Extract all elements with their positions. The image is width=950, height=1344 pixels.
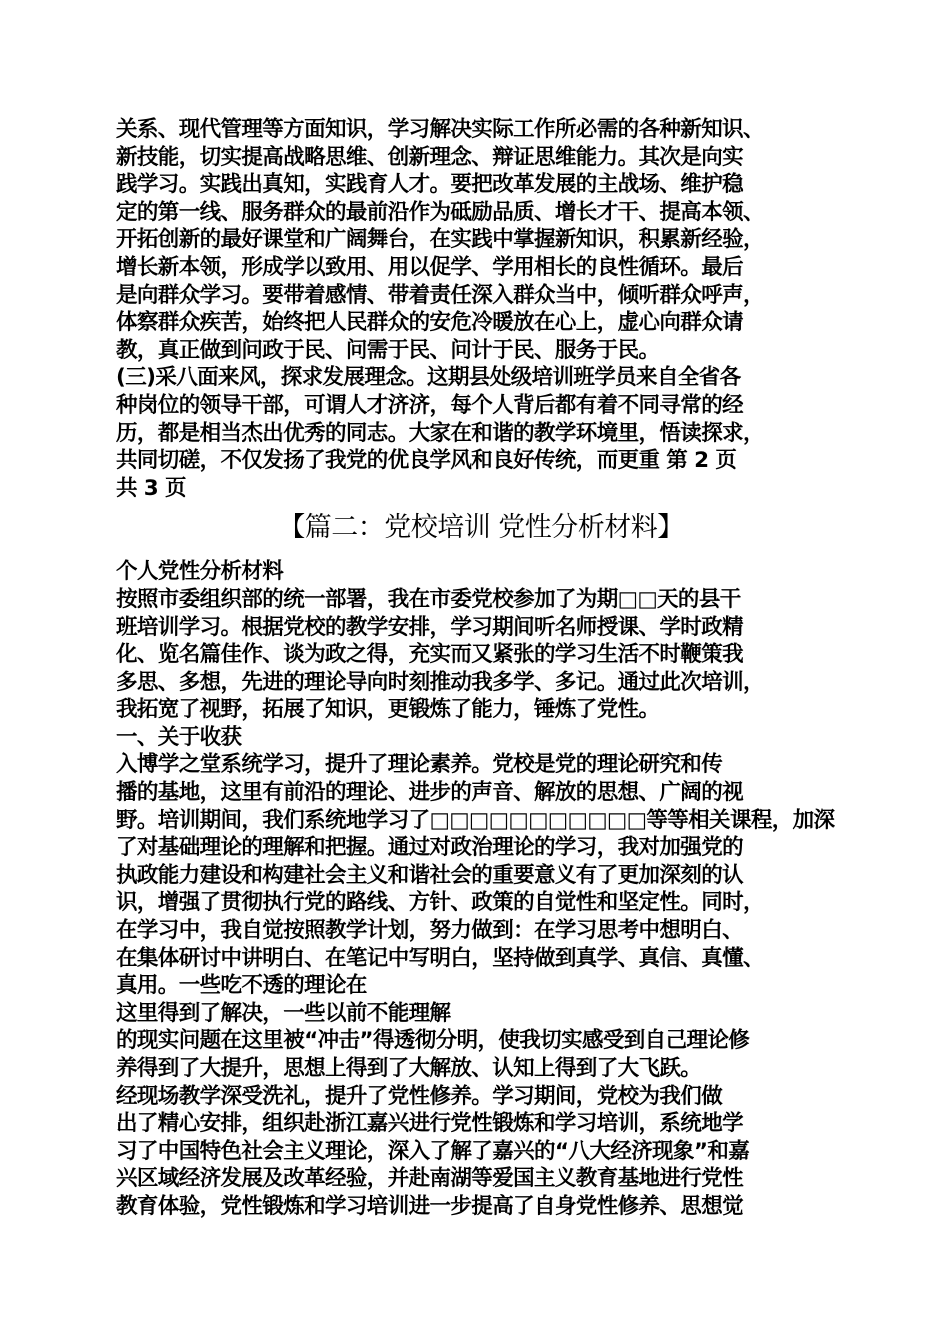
text-line: 在集体研讨中讲明白、在笔记中写明白，坚持做到真学、真信、真懂、 (116, 945, 764, 971)
text-line: 多思、多想，先进的理论导向时刻推动我多学、多记。通过此次培训， (116, 669, 764, 695)
text-line: 我拓宽了视野，拓展了知识，更锻炼了能力，锤炼了党性。 (116, 697, 660, 723)
paragraph-theory-study (116, 751, 846, 1082)
paragraph-field-teaching (116, 1083, 846, 1221)
text-line: 经现场教学深受洗礼，提升了党性修养。学习期间，党校为我们做 (116, 1083, 723, 1109)
text-line: 野。培训期间，我们系统地学习了□□□□□□□□□□□等等相关课程，加深 (116, 807, 835, 833)
text-line: 增长新本领，形成学以致用、用以促学、学用相长的良性循环。最后 (116, 254, 744, 280)
text-line: 了对基础理论的理解和把握。通过对政治理论的学习，我对加强党的 (116, 835, 744, 861)
text-line: 定的第一线、服务群众的最前沿作为砥励品质、增长才干、提高本领、 (116, 199, 764, 225)
subheading: 个人党性分析材料 (116, 559, 284, 585)
text-line: 在学习中，我自觉按照教学计划，努力做到：在学习思考中想明白、 (116, 918, 744, 944)
paragraph-development-ideas (116, 364, 846, 502)
text-line: 班培训学习。根据党校的教学安排，学习期间听名师授课、学时政精 (116, 614, 744, 640)
text-line: 入博学之堂系统学习，提升了理论素养。党校是党的理论研究和传 (116, 752, 723, 778)
text-line: 按照市委组织部的统一部署，我在市委党校参加了为期□□天的县干 (116, 586, 741, 612)
text-line: 真用。一些吃不透的理论在 (116, 973, 367, 999)
text-line: 种岗位的领导干部，可谓人才济济，每个人背后都有着不同寻常的经 (116, 392, 744, 418)
paragraph-learning-methods (116, 116, 846, 364)
text-line: 共同切磋，不仅发扬了我党的优良学风和良好传统，而更重 第 2 页 (116, 448, 737, 474)
subheading: 一、关于收获 (116, 724, 242, 750)
text-line: 历，都是相当杰出优秀的同志。大家在和谐的教学环境里，悟读探求， (116, 420, 764, 446)
text-line: 出了精心安排，组织赴浙江嘉兴进行党性锻炼和学习培训，系统地学 (116, 1111, 744, 1137)
text-line: 教，真正做到问政于民、问需于民、问计于民、服务于民。 (116, 337, 660, 363)
text-line: 教育体验，党性锻炼和学习培训进一步提高了自身党性修养、思想觉 (116, 1193, 744, 1219)
text-line: 关系、现代管理等方面知识，学习解决实际工作所必需的各种新知识、 (116, 117, 764, 142)
text-line: 体察群众疾苦，始终把人民群众的安危冷暖放在心上，虚心向群众请 (116, 310, 744, 336)
text-line: 是向群众学习。要带着感情、带着责任深入群众当中，倾听群众呼声， (116, 282, 764, 308)
text-line: 践学习。实践出真知，实践育人才。要把改革发展的主战场、维护稳 (116, 172, 744, 198)
text-line: 播的基地，这里有前沿的理论、进步的声音、解放的思想、广阔的视 (116, 780, 744, 806)
text-line: 的现实问题在这里被“冲击”得透彻分明，使我切实感受到自己理论修 (116, 1028, 750, 1054)
document-body (116, 116, 846, 1221)
text-line: 新技能，切实提高战略思维、创新理念、辩证思维能力。其次是向实 (116, 144, 744, 170)
page-number-line: 共 3 页 (116, 475, 186, 501)
text-line: (三)采八面来风，探求发展理念。这期县处级培训班学员来自全省各 (116, 365, 741, 391)
section-title: 【篇二：党校培训 党性分析材料】 (278, 512, 684, 544)
text-line: 开拓创新的最好课堂和广阔舞台，在实践中掌握新知识，积累新经验， (116, 227, 764, 253)
text-line: 习了中国特色社会主义理论，深入了解了嘉兴的“八大经济现象”和嘉 (116, 1138, 750, 1164)
paragraph-intro (116, 558, 846, 751)
text-line: 兴区域经济发展及改革经验，并赴南湖等爱国主义教育基地进行党性 (116, 1166, 744, 1192)
text-line: 这里得到了解决，一些以前不能理解 (116, 1000, 451, 1026)
text-line: 化、览名篇佳作、谈为政之得，充实而又紧张的学习生活不时鞭策我 (116, 642, 744, 668)
text-line: 养得到了大提升，思想上得到了大解放、认知上得到了大飞跃。 (116, 1056, 702, 1081)
text-line: 识，增强了贯彻执行党的路线、方针、政策的自觉性和坚定性。同时， (116, 890, 764, 916)
text-line: 执政能力建设和构建社会主义和谐社会的重要意义有了更加深刻的认 (116, 862, 744, 888)
